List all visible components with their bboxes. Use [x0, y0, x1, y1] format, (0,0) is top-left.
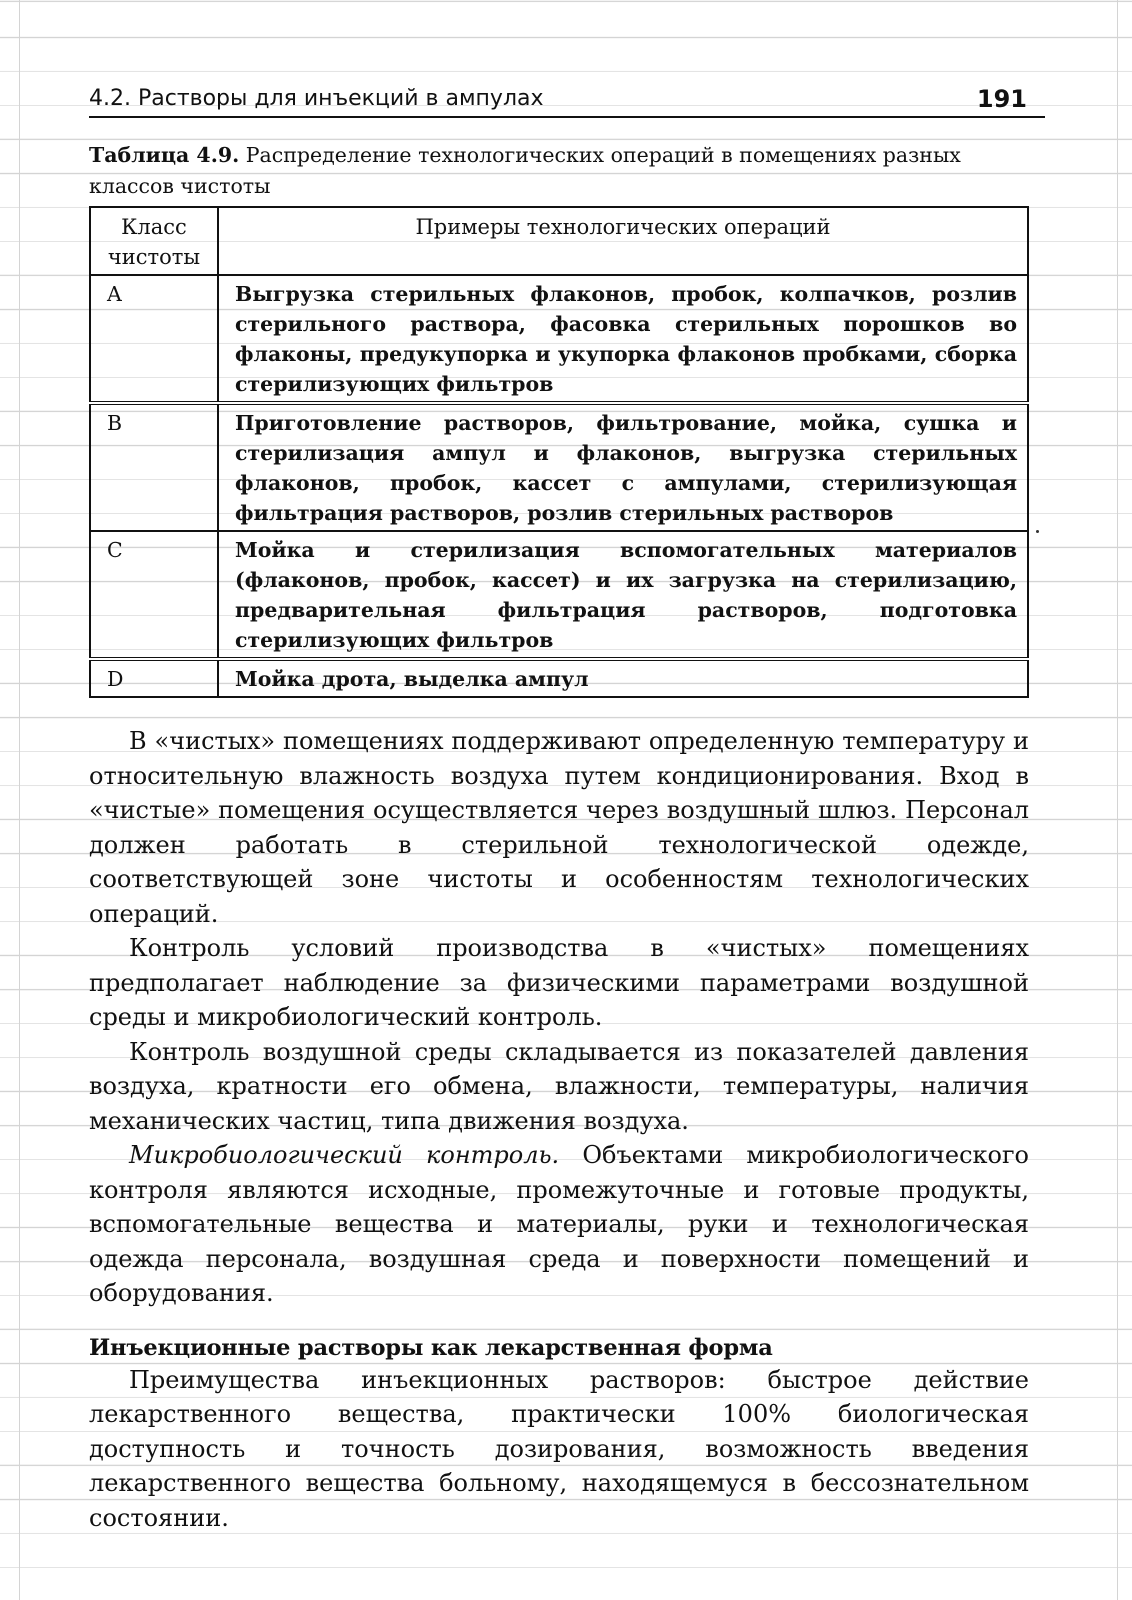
operations-cell: Мойка и стерилизация вспомогательных материалов (флаконов, пробок, кассет) и их загрузка на стерилизацию, предварительная фильтрация растворов, подготовка стерилизующих фильтров — [218, 531, 1028, 659]
body-text — [89, 724, 1029, 1311]
table-row — [90, 659, 1028, 697]
class-cell: D — [90, 659, 218, 697]
page-number: 191 — [976, 85, 1027, 113]
operations-cell: Мойка дрота, выделка ампул — [218, 659, 1028, 697]
operations-cell: Выгрузка стерильных флаконов, пробок, колпачков, розлив стерильного раствора, фасовка стерильных порошков во флаконы, предукупорка и укупорка флаконов пробками, сборка стерилизующих фильтров — [218, 275, 1028, 403]
table-caption — [89, 140, 1029, 202]
paragraph-cleanroom-conditions: В «чистых» помещениях поддерживают определенную температуру и относительную влажность воздуха путем кондиционирования. Вход в «чистые» помещения осуществляется через воздушный шлюз. Персонал должен работать в стерильной технологической одежде, соответствующей зоне чистоты и особенностям технологических операций. — [89, 727, 1029, 928]
paragraph-air-control: Контроль воздушной среды складывается из показателей давления воздуха, кратности его обмена, влажности, температуры, наличия механических частиц, типа движения воздуха. — [89, 1037, 1029, 1135]
paragraph-production-control: Контроль условий производства в «чистых» помещениях предполагает наблюдение за физическими параметрами воздушной среды и микробиологический контроль. — [89, 934, 1029, 1031]
table-row — [90, 403, 1028, 531]
table-row — [90, 275, 1028, 403]
column-header-class: Класс чистоты — [90, 207, 218, 275]
section-body — [89, 1363, 1029, 1536]
table-row — [90, 531, 1028, 659]
table-caption-text: Распределение технологических операций в помещениях разных классов чистоты — [89, 143, 961, 198]
class-cell: A — [90, 275, 218, 403]
class-cell: C — [90, 531, 218, 659]
column-header-operations: Примеры технологических операций — [218, 207, 1028, 275]
cleanroom-operations-table — [89, 206, 1029, 698]
running-head-title: 4.2. Растворы для инъекций в ампулах — [89, 86, 544, 111]
micro-control-lead: Микробиологический контроль. — [129, 1141, 560, 1169]
paragraph-microbiological-control — [89, 1138, 1029, 1311]
micro-control-text: Объектами микробиологического контроля являются исходные, промежуточные и готовые продукты, вспомогательные вещества и материалы, руки и технологическая одежда персонала, воздушная среда и поверхности помещений и оборудования. — [89, 1141, 1029, 1307]
table-header-row — [90, 207, 1028, 275]
table-caption-label: Таблица 4.9. — [89, 143, 240, 167]
class-cell: B — [90, 403, 218, 531]
book-page — [89, 84, 1045, 1535]
paragraph-injection-advantages: Преимущества инъекционных растворов: быстрое действие лекарственного вещества, практически 100% биологическая доступность и точность дозирования, возможность введения лекарственного вещества больному, находящемуся в бессознательном состоянии. — [89, 1365, 1029, 1532]
operations-cell: Приготовление растворов, фильтрование, мойка, сушка и стерилизация ампул и флаконов, выгрузка стерильных флаконов, пробок, кассет с ампулами, стерилизующая фильтрация растворов, розлив стерильных растворов — [218, 403, 1028, 531]
running-head — [89, 84, 1045, 118]
section-heading: Инъекционные растворы как лекарственная форма — [89, 1334, 773, 1361]
